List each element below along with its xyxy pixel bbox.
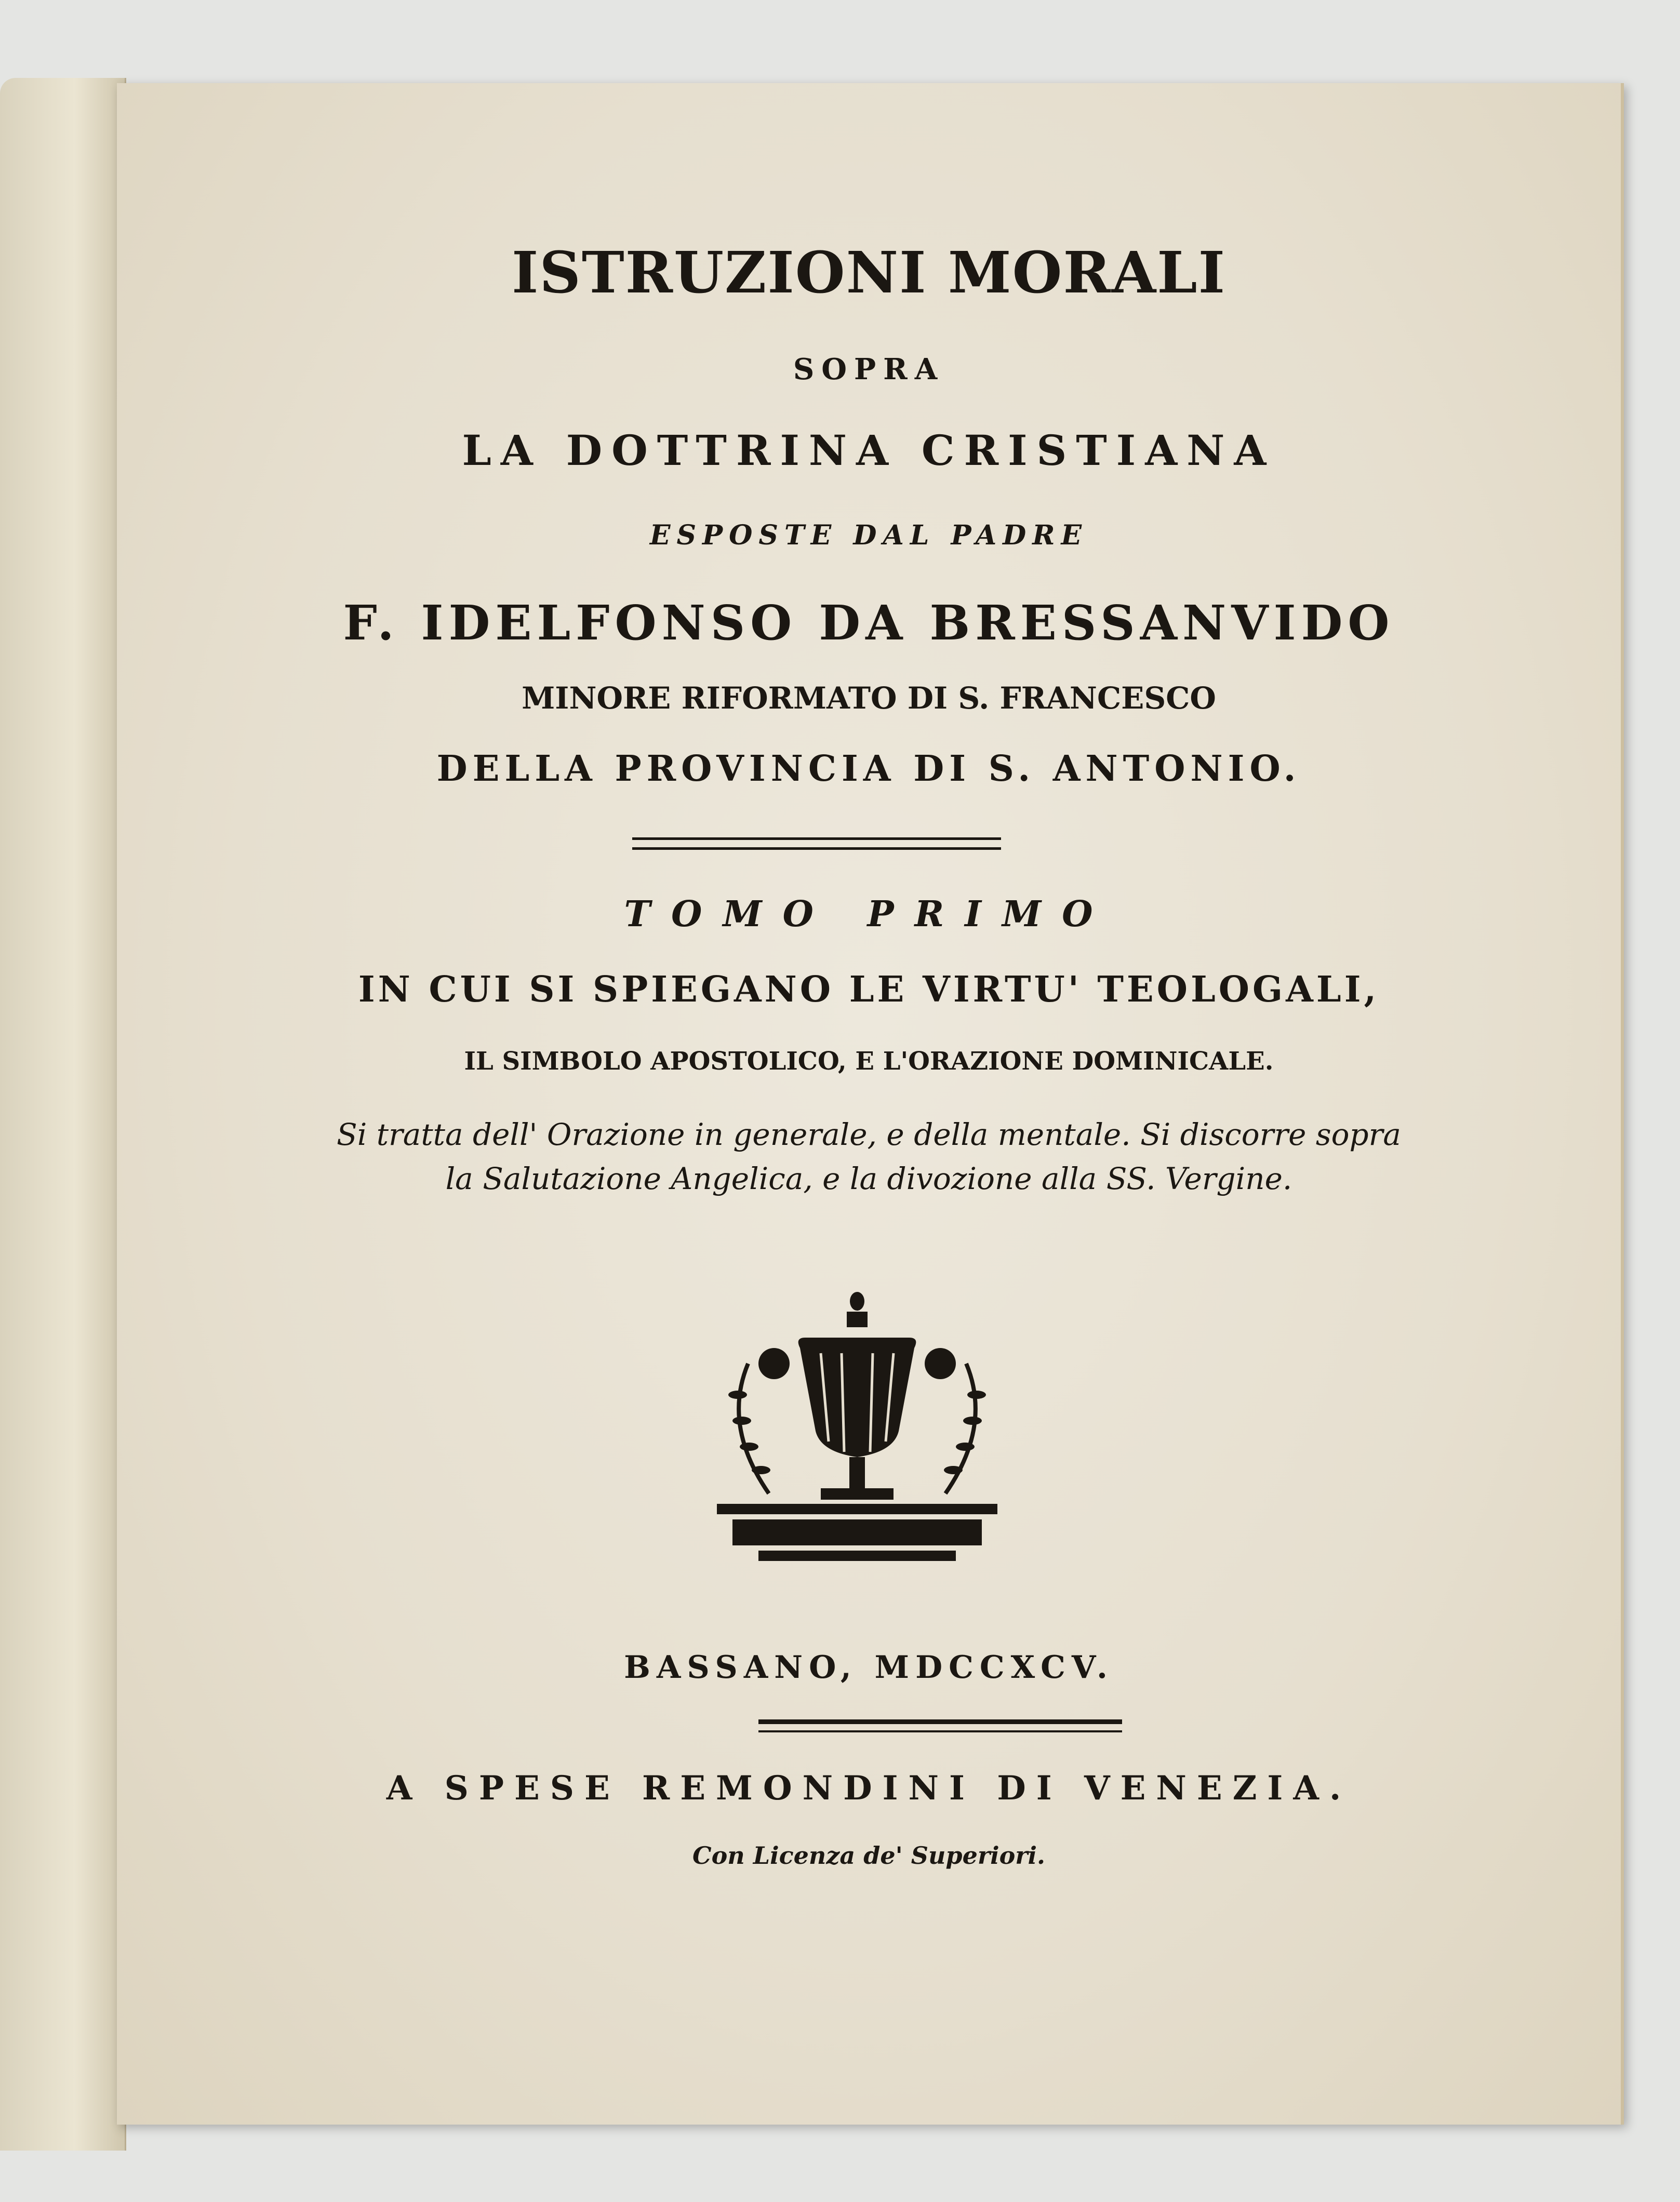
- divider-rule: [632, 837, 1001, 850]
- description-line-1: Si tratta dell' Orazione in generale, e della mentale. Si discorre sopra: [337, 1117, 1401, 1152]
- title-page: [117, 83, 1624, 2125]
- description-line-2: la Salutazione Angelica, e la divozione alla SS. Vergine.: [445, 1161, 1292, 1196]
- license-text: Con Licenza de' Superiori.: [692, 1841, 1045, 1870]
- urn-ornament-icon: [717, 1291, 997, 1582]
- divider-rule-2: [758, 1719, 1122, 1732]
- publisher-text: A SPESE REMONDINI DI VENEZIA.: [386, 1769, 1352, 1808]
- author-province: DELLA PROVINCIA DI S. ANTONIO.: [436, 748, 1301, 790]
- contents-line-2: IL SIMBOLO APOSTOLICO, E L'ORAZIONE DOMINICALE.: [464, 1047, 1274, 1076]
- imprint-place-date: BASSANO, MDCCXCV.: [624, 1649, 1114, 1686]
- author-order: MINORE RIFORMATO DI S. FRANCESCO: [522, 680, 1216, 716]
- esposte-text: ESPOSTE DAL PADRE: [649, 519, 1088, 551]
- facing-page-edge: [0, 78, 126, 2151]
- sopra-text: SOPRA: [793, 352, 945, 386]
- author-name: F. IDELFONSO DA BRESSANVIDO: [343, 595, 1395, 651]
- book-title: ISTRUZIONI MORALI: [511, 239, 1226, 306]
- volume-label: TOMO PRIMO: [624, 893, 1114, 935]
- contents-line-1: IN CUI SI SPIEGANO LE VIRTU' TEOLOGALI,: [358, 969, 1380, 1010]
- subject-text: LA DOTTRINA CRISTIANA: [462, 426, 1276, 475]
